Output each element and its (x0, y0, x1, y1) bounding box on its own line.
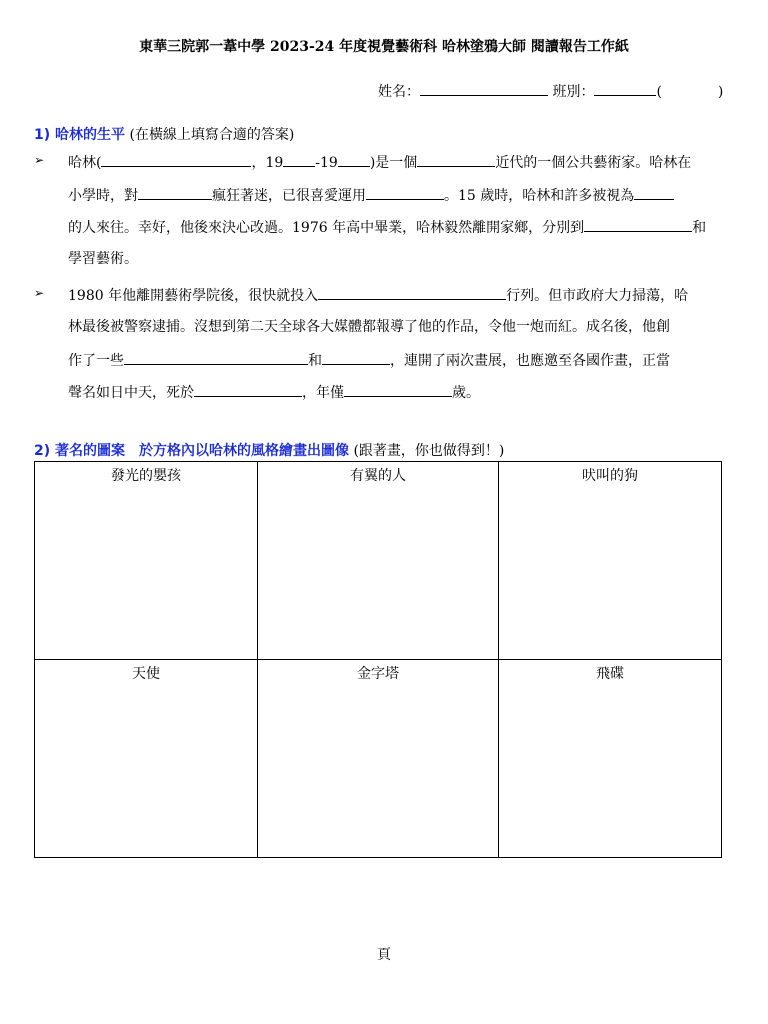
section1-title: 1) 哈林的生平 (34, 127, 126, 143)
paragraph2-line2: 林最後被警察逮捕。沒想到第二天全球各大媒體都報導了他的作品，令他一炮而紅。成名後，他創 (68, 319, 670, 335)
paren-close: ) (717, 84, 724, 100)
paragraph2-line3 (68, 349, 670, 370)
cell-label: 發光的嬰孩 (111, 468, 181, 484)
drawing-cell[interactable] (499, 660, 722, 858)
paragraph1-line3 (68, 216, 706, 237)
text-segment: 瘋狂著迷，已很喜愛運用 (212, 188, 366, 204)
drawing-cell[interactable] (499, 462, 722, 660)
text-segment: 聲名如日中天，死於 (68, 385, 194, 401)
text-segment: 和 (692, 220, 707, 236)
text-segment: )是一個 (369, 155, 418, 171)
cell-label: 飛碟 (596, 666, 624, 682)
paragraph1-line4: 學習藝術。 (68, 251, 138, 267)
drawing-cell[interactable] (258, 660, 499, 858)
cell-label: 天使 (132, 666, 160, 682)
text-segment: 的人來往。幸好，他後來決心改過。1976 年高中畢業，哈林毅然離開家鄉，分別到 (68, 220, 585, 236)
text-segment: ，19 (251, 155, 284, 171)
section2-title: 2) 著名的圖案 於方格內以哈林的風格繪畫出圖像 (34, 443, 350, 459)
answer-blank[interactable] (338, 151, 370, 167)
drawing-cell[interactable] (35, 660, 258, 858)
class-field[interactable] (594, 80, 656, 96)
page-title: 東華三院郭一葦中學 2023-24 年度視覺藝術科 哈林塗鴉大師 閱讀報告工作紙 (139, 39, 629, 55)
text-segment: 哈林( (68, 155, 102, 171)
answer-blank[interactable] (194, 381, 302, 397)
text-segment: 行列。但市政府大力掃蕩，哈 (506, 288, 689, 304)
answer-blank[interactable] (101, 151, 251, 167)
text-segment: 作了一些 (68, 353, 124, 369)
drawing-grid (34, 461, 722, 858)
answer-blank[interactable] (124, 349, 308, 365)
answer-blank[interactable] (417, 151, 495, 167)
text-segment: 小學時，對 (68, 188, 138, 204)
bullet-arrow-icon: ➢ (34, 286, 45, 300)
answer-blank[interactable] (366, 184, 444, 200)
paren-open: ( (656, 84, 662, 100)
text-segment: ，連開了兩次畫展，也應邀至各國作畫，正當 (390, 353, 670, 369)
student-info (378, 80, 723, 101)
drawing-cell[interactable] (258, 462, 499, 660)
text-segment: 歲。 (452, 385, 480, 401)
section1-note: (在橫線上填寫合適的答案) (129, 127, 295, 143)
cell-label: 金字塔 (357, 666, 399, 682)
cell-label: 有翼的人 (350, 468, 406, 484)
bullet-arrow-icon: ➢ (34, 153, 45, 167)
answer-blank[interactable] (344, 381, 452, 397)
text-segment: ，年僅 (302, 385, 344, 401)
page-footer: 頁 (377, 947, 391, 963)
name-field[interactable] (420, 80, 548, 96)
answer-blank[interactable] (584, 216, 692, 232)
name-label: 姓名： (378, 84, 420, 100)
section2-note: (跟著畫，你也做得到！) (353, 443, 505, 459)
text-segment: 近代的一個公共藝術家。哈林在 (495, 155, 692, 171)
paragraph2-line1 (68, 284, 688, 305)
text-segment: 1980 年他離開藝術學院後，很快就投入 (68, 288, 319, 304)
cell-label: 吠叫的狗 (582, 468, 638, 484)
paragraph1-line2 (68, 184, 674, 205)
text-segment: -19 (315, 155, 338, 171)
answer-blank[interactable] (283, 151, 315, 167)
class-label: 班別： (552, 84, 595, 100)
answer-blank[interactable] (138, 184, 212, 200)
paragraph2-line4 (68, 381, 480, 402)
section2-heading (34, 440, 504, 460)
answer-blank[interactable] (322, 349, 390, 365)
text-segment: 。15 歲時，哈林和許多被視為 (444, 188, 635, 204)
text-segment: 和 (308, 353, 322, 369)
section1-heading (34, 124, 294, 144)
paragraph1-line1 (68, 151, 691, 172)
drawing-cell[interactable] (35, 462, 258, 660)
answer-blank[interactable] (318, 284, 506, 300)
answer-blank[interactable] (634, 184, 674, 200)
